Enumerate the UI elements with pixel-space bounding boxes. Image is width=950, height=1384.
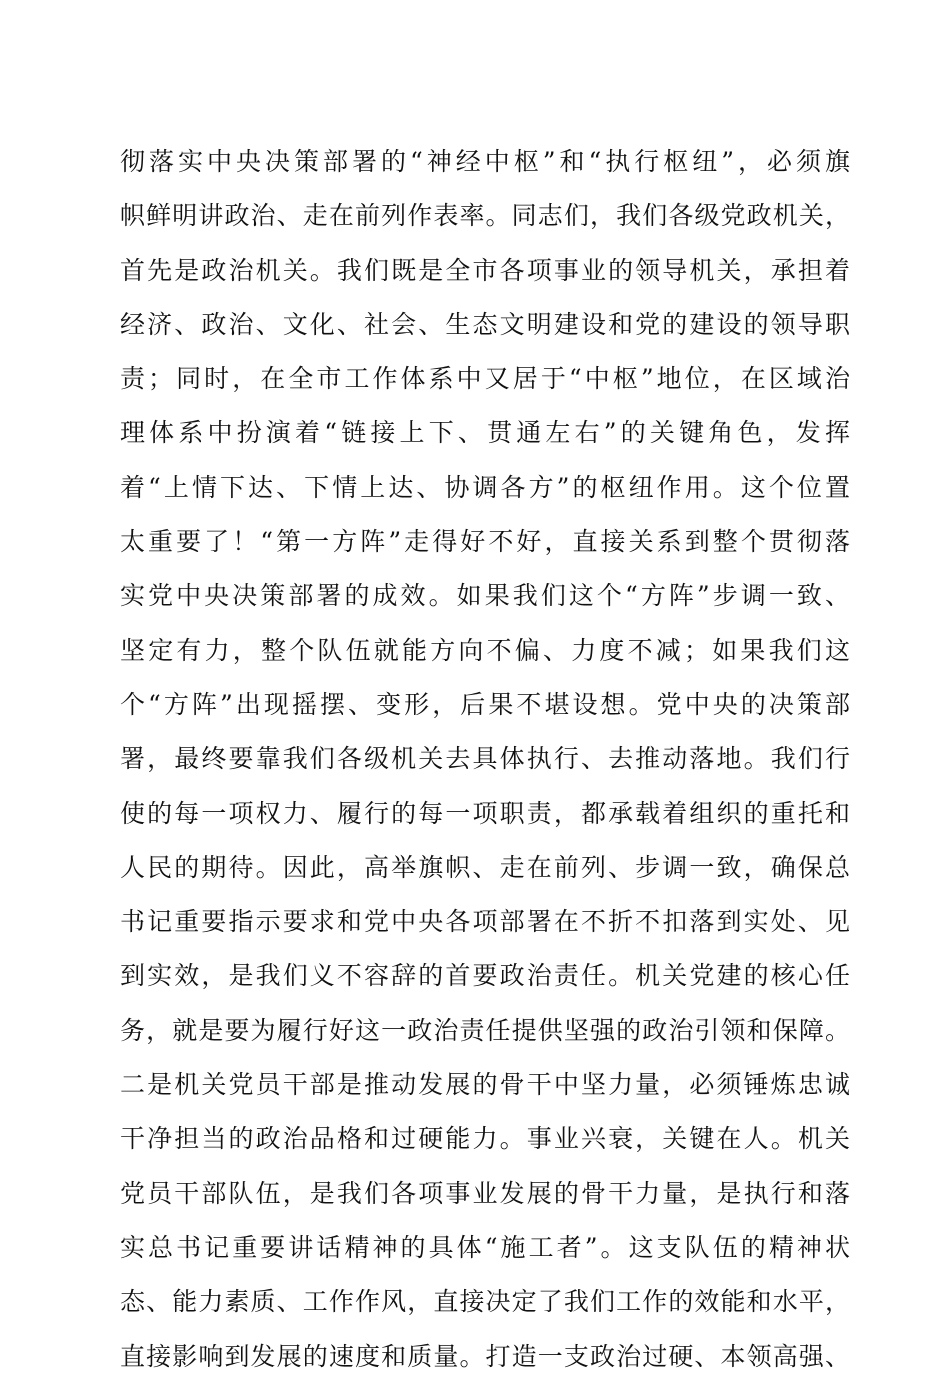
text-line: 个“方阵”出现摇摆、变形，后果不堪设想。党中央的决策部 [120,689,850,719]
text-line: 首先是政治机关。我们既是全市各项事业的领导机关，承担着 [120,255,850,285]
text-line: 署，最终要靠我们各级机关去具体执行、去推动落地。我们行 [120,744,850,774]
text-line: 责；同时，在全市工作体系中又居于“中枢”地位，在区域治 [120,364,850,394]
text-line: 人民的期待。因此，高举旗帜、走在前列、步调一致，确保总 [120,852,850,882]
text-line: 直接影响到发展的速度和质量。打造一支政治过硬、本领高强、 [120,1341,850,1371]
text-line: 实总书记重要讲话精神的具体“施工者”。这支队伍的精神状 [120,1232,850,1262]
text-line: 二是机关党员干部是推动发展的骨干中坚力量，必须锤炼忠诚 [120,1070,850,1100]
text-line: 理体系中扮演着“链接上下、贯通左右”的关键角色，发挥 [120,418,850,448]
text-line: 彻落实中央决策部署的“神经中枢”和“执行枢纽”，必须旗 [120,147,850,176]
text-line: 干净担当的政治品格和过硬能力。事业兴衰，关键在人。机关 [120,1124,850,1154]
text-line: 书记重要指示要求和党中央各项部署在不折不扣落到实处、见 [120,907,850,937]
text-line: 到实效，是我们义不容辞的首要政治责任。机关党建的核心任 [120,961,850,991]
text-line: 使的每一项权力、履行的每一项职责，都承载着组织的重托和 [120,798,850,828]
body-text [120,135,850,1384]
text-line: 经济、政治、文化、社会、生态文明建设和党的建设的领导职 [120,309,850,339]
text-line: 坚定有力，整个队伍就能方向不偏、力度不减；如果我们这 [120,635,850,665]
text-line: 帜鲜明讲政治、走在前列作表率。同志们，我们各级党政机关， [120,201,850,231]
text-line: 态、能力素质、工作作风，直接决定了我们工作的效能和水平， [120,1287,850,1317]
text-line: 党员干部队伍，是我们各项事业发展的骨干力量，是执行和落 [120,1178,850,1208]
text-line: 太重要了！“第一方阵”走得好不好，直接关系到整个贯彻落 [120,527,850,557]
text-line: 务，就是要为履行好这一政治责任提供坚强的政治引领和保障。 [120,1015,850,1045]
text-line: 着“上情下达、下情上达、协调各方”的枢纽作用。这个位置 [120,472,850,502]
text-line: 实党中央决策部署的成效。如果我们这个“方阵”步调一致、 [120,581,850,611]
